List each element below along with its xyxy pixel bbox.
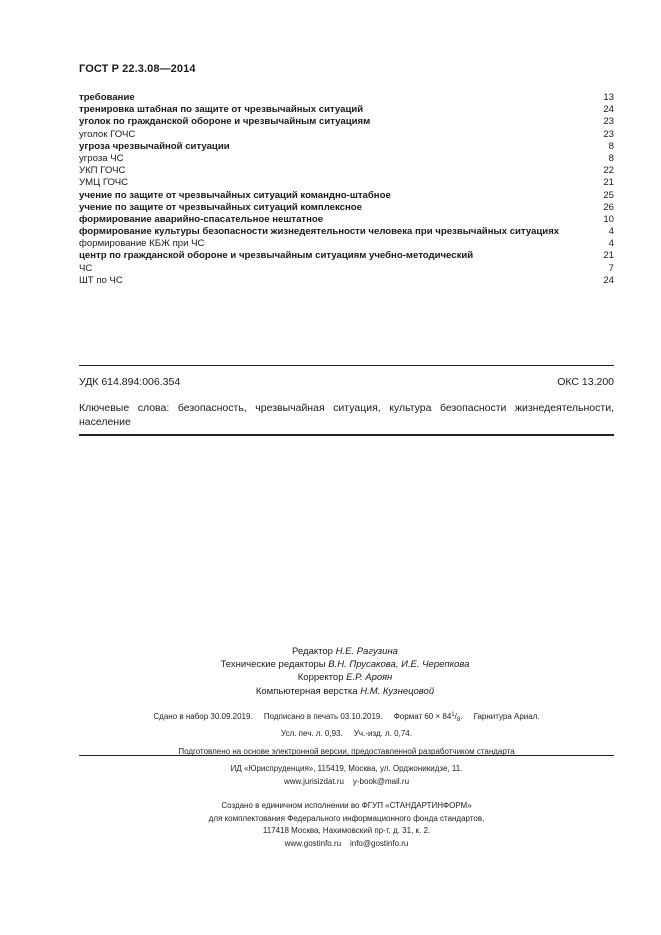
index-entry xyxy=(79,202,614,214)
keywords: Ключевые слова: безопасность, чрезвычайная ситуация, культура безопасности жизнедеятельности, население xyxy=(79,402,614,428)
index-term: учение по защите от чрезвычайных ситуаций командно-штабное xyxy=(79,189,391,201)
index-entry xyxy=(79,250,614,262)
publisher-email: y-book@mail.ru xyxy=(352,776,410,786)
creator-contacts xyxy=(79,838,614,851)
credit-tech-editors xyxy=(180,658,510,671)
index-term: формирование КБЖ при ЧС xyxy=(79,238,205,250)
corrector-name: Е.Р. Ароян xyxy=(346,672,393,684)
index-entry xyxy=(79,226,614,238)
print-info xyxy=(79,709,614,758)
credit-corrector xyxy=(180,671,510,684)
index-entry xyxy=(79,177,614,189)
index-page-number: 22 xyxy=(603,165,614,177)
page-header: ГОСТ Р 22.3.08—2014 xyxy=(79,63,196,75)
creator-email: info@gostinfo.ru xyxy=(349,838,409,848)
tech-names: В.Н. Прусакова, И.Е. Черепкова xyxy=(328,659,470,671)
index-page-number: 8 xyxy=(608,140,614,152)
index-term: формирование культуры безопасности жизнедеятельности человека при чрезвычайных ситуациях xyxy=(79,226,560,238)
index-page-number: 4 xyxy=(608,226,614,238)
submitted: Сдано в набор 30.09.2019. xyxy=(153,712,253,721)
index-term: угроза чрезвычайной ситуации xyxy=(79,140,230,152)
print-line-1 xyxy=(79,709,614,727)
typeface: Гарнитура Ариал. xyxy=(473,712,540,721)
index-term: уголок ГОЧС xyxy=(79,128,136,140)
layout-label: Компьютерная верстка xyxy=(255,685,358,697)
index-term: требование xyxy=(79,92,135,103)
index-term: тренировка штабная по защите от чрезвычайных ситуаций xyxy=(79,104,364,116)
publisher-site: www.jurisizdat.ru xyxy=(283,776,344,786)
index-entry xyxy=(79,214,614,226)
index-page-number: 24 xyxy=(603,274,614,286)
print-line-2 xyxy=(79,727,614,740)
credit-editor xyxy=(180,645,510,658)
index-term: ШТ по ЧС xyxy=(79,274,123,286)
index-term: учение по защите от чрезвычайных ситуаций комплексное xyxy=(79,201,363,213)
format: Формат $60 \times 84^1/_8$. xyxy=(393,712,463,723)
index-page-number: 8 xyxy=(608,152,614,164)
creator-address: 117418 Москва, Нахимовский пр-т, д. 31, к. 2. xyxy=(262,826,431,836)
index-term: угроза ЧС xyxy=(79,152,124,164)
index-term: формирование аварийно-спасательное нештатное xyxy=(79,213,324,225)
index-page-number: 21 xyxy=(603,177,614,189)
index-page-number: 23 xyxy=(603,116,614,128)
index-entry xyxy=(79,141,614,153)
oks-code: ОКС 13.200 xyxy=(557,376,614,388)
index-term: УКП ГОЧС xyxy=(79,165,126,177)
creator-site: www.gostinfo.ru xyxy=(284,838,342,848)
divider-publisher xyxy=(79,755,614,756)
index-entry xyxy=(79,92,614,104)
index-term: УМЦ ГОЧС xyxy=(79,177,129,189)
subject-index xyxy=(79,92,614,287)
index-page-number: 21 xyxy=(603,250,614,262)
index-term: центр по гражданской обороне и чрезвычайным ситуациям учебно-методический xyxy=(79,250,474,262)
prepared-note: Подготовлено на основе электронной версии, предоставленной разработчиком стандарта xyxy=(178,747,515,756)
index-page-number: 4 xyxy=(608,238,614,250)
layout-name: Н.М. Кузнецовой xyxy=(360,685,435,697)
divider-bottom xyxy=(79,434,614,436)
credits-block xyxy=(180,645,510,698)
corrector-label: Корректор xyxy=(297,672,344,684)
editor-name: Н.Е. Рагузина xyxy=(335,646,398,657)
index-page-number: 13 xyxy=(603,92,614,103)
fund-line: для комплектования Федерального информационного фонда стандартов, xyxy=(208,813,485,823)
print-sheets: Усл. печ. л. 0,93. xyxy=(281,729,343,738)
index-entry xyxy=(79,129,614,141)
index-entry xyxy=(79,190,614,202)
editor-label: Редактор xyxy=(292,646,333,657)
index-entry xyxy=(79,116,614,128)
publisher-block xyxy=(79,763,614,851)
creator-line: Создано в единичном исполнении во ФГУП «СТАНДАРТИНФОРМ» xyxy=(221,801,472,811)
signed: Подписано в печать 03.10.2019. xyxy=(263,712,383,721)
credit-layout xyxy=(180,685,510,698)
index-entry xyxy=(79,238,614,250)
pub-sheets: Уч.-изд. л. 0,74. xyxy=(353,729,412,738)
tech-label: Технические редакторы xyxy=(220,659,326,671)
index-page-number: 26 xyxy=(603,201,614,213)
publisher-address: ИД «Юриспруденция», 115419, Москва, ул. Орджоникидзе, 11. xyxy=(230,764,463,773)
index-term: ЧС xyxy=(79,262,93,274)
index-entry xyxy=(79,104,614,116)
index-entry xyxy=(79,153,614,165)
index-page-number: 7 xyxy=(608,262,614,274)
index-entry xyxy=(79,263,614,275)
index-page-number: 24 xyxy=(603,104,614,116)
udk-code: УДК 614.894:006.354 xyxy=(79,376,181,388)
index-term: уголок по гражданской обороне и чрезвычайным ситуациям xyxy=(79,116,371,128)
publisher-contacts xyxy=(79,776,614,789)
divider-top xyxy=(79,365,614,366)
index-page-number: 23 xyxy=(603,128,614,140)
index-page-number: 10 xyxy=(603,213,614,225)
index-entry xyxy=(79,165,614,177)
index-page-number: 25 xyxy=(603,189,614,201)
index-entry xyxy=(79,275,614,287)
